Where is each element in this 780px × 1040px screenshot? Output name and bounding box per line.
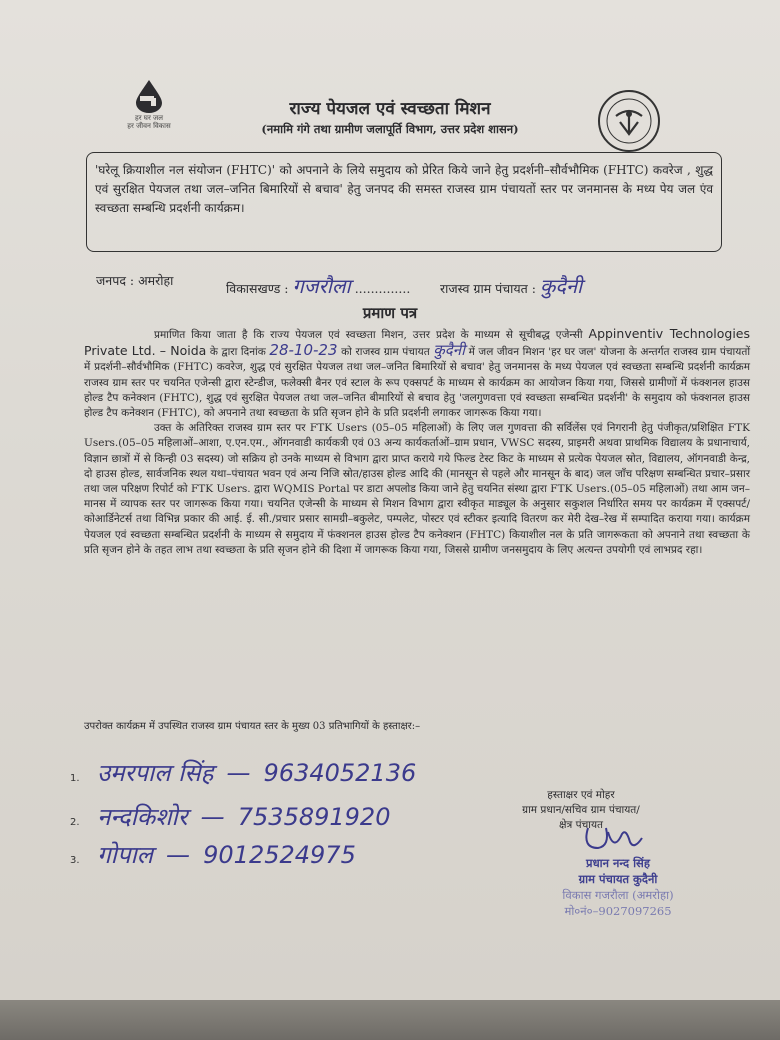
- certificate-title: प्रमाण पत्र: [362, 304, 418, 322]
- signatory-label: हस्ताक्षर एवं मोहर ग्राम प्रधान/सचिव ग्राम पंचायत/ क्षेत्र पंचायत: [522, 789, 640, 831]
- block-field: विकासखण्ड : गजरौला ..............: [226, 274, 411, 298]
- block-value: गजरौला: [292, 274, 351, 298]
- seal-icon: [596, 88, 662, 154]
- event-date: 28-10-23: [269, 341, 338, 360]
- participant-number: 3.: [70, 855, 80, 866]
- participant-dash: —: [200, 803, 225, 831]
- mission-title: राज्य पेयजल एवं स्वच्छता मिशन: [289, 99, 491, 119]
- har-ghar-jal-logo: [104, 78, 194, 148]
- participant-dash: —: [166, 841, 191, 869]
- participant-signature: गोपाल: [97, 841, 153, 869]
- panchayat-value: कुदैनी: [539, 274, 583, 298]
- paragraph-2: उक्त के अतिरिक्त राजस्व ग्राम स्तर पर FTK Users (05–05 महिलाओं) के लिए जल गुणवत्ता की सर्विलेंस एवं निगरानी हेतु पंजीकृत/प्रशिक्षित FTK Users.(05–05 महिलाओं–आशा, ए.एन.एम., ऑगनवाडी कार्यकत्री एवं 03 अन्य कार्यकर्ताओं–ग्राम प्रधान, VWSC सदस्य, प्राइमरी अथवा प्राथमिक विद्यालय के प्रधानाचार्य, विज्ञान छात्रों में से किन्ही 03 सदस्य) जो सक्रिय हो उनके माध्यम से विभाग द्वारा प्राप्त कराये गये फिल्ड टेस्ट किट के माध्यम से प्रत्येक पेयजल स्रोत, विद्यालय, ऑगनवाडी केन्द्र, दो हाउस होल्ड, सार्वजनिक स्थल यथा–पंचायत भवन एवं अन्य निजि स्रोत/हाउस होल्ड आदि की (मानसून से पहले और मानसून के बाद) जल जाँच परिक्षण सम्बन्धित प्रचार–प्रसार तथा जल परिक्षण रिपोर्ट को FTK Users. द्वारा WQMIS Portal पर डाटा अपलोड किया जाने हेतु चयनित संस्था द्वारा FTK Users.(05–05 महिलाओं) तथा आम जन–मानस में व्यापक स्तर पर जागरूक किया गया। चयनित एजेन्सी के माध्यम से मिशन विभाग द्वारा स्वीकृत माड्यूल के अनुसार सकुशल निर्धारित समय पर कार्यक्रम में एक्सपर्ट/कोआर्डिनेटर्स तथा विभिन्न प्रकार की आई. ई. सी./प्रचार प्रसार सामग्री–बकुलेट, पम्पलेट, पोस्टर एवं स्टीकर इत्यादि वितरण कर मेरी देख–रेख में सम्पादित कराया गया। कार्यक्रम पेयजल एवं स्वच्छता सम्बन्धित प्रदर्शनी के माध्यम से समुदाय में फंक्शनल हाउस होल्ड टैप कनेक्शन (FHTC) कियाशील नल के प्रति जागरूकता को अपनाने तथा स्वच्छता के प्रति सृजन होने के तहत लाभ तथा स्वच्छता के प्रति सृजन होने की दिशा में जागरूक किया गया, जिससे ग्रामीण जनसमुदाय के लिए अत्यन्त उपयोगी एवं लाभप्रद रहा।: [84, 422, 750, 556]
- block-label: विकासखण्ड :: [226, 281, 289, 296]
- panchayat-label: राजस्व ग्राम पंचायत :: [440, 281, 536, 296]
- mission-subtitle: (नमामि गंगे तथा ग्रामीण जलापूर्ति विभाग, उत्तर प्रदेश शासन): [261, 122, 519, 136]
- up-government-seal: [596, 88, 662, 154]
- official-stamp: प्रधान नन्द सिंह ग्राम पंचायत कुदैनी विकास गजरौला (अमरोहा) मो०नं०–9027097265: [562, 856, 674, 918]
- participant-number: 2.: [70, 817, 80, 828]
- water-drop-icon: [126, 78, 172, 114]
- participant-number: 1.: [70, 773, 80, 784]
- participants-intro: उपरोक्त कार्यक्रम में उपस्थित राजस्व ग्राम पंचायत स्तर के मुख्य 03 प्रतिभागियों के हस्ताक्षर:–: [84, 721, 421, 732]
- program-description-box: [86, 152, 722, 252]
- event-village: कुदैनी: [433, 341, 465, 360]
- logo-caption-1: हर घर जल: [135, 114, 163, 122]
- participant-row: [70, 838, 356, 871]
- participant-dash: —: [226, 759, 251, 787]
- participant-phone: 9012524975: [203, 841, 356, 869]
- participant-row: [70, 800, 390, 833]
- participant-phone: 7535891920: [237, 803, 391, 831]
- pradhan-signature-icon: [580, 818, 650, 858]
- participant-signature: उमरपाल सिंह: [97, 759, 214, 787]
- certificate-body: [84, 326, 750, 558]
- background-surface: [0, 1000, 780, 1040]
- paragraph-1: प्रमाणित किया जाता है कि राज्य पेयजल एवं स्वच्छता मिशन, उत्तर प्रदेश के माध्यम से सूचीबद्ध एजेन्सी Appinventiv Technologies Private Ltd. – Noida के द्वारा दिनांक 28-10-23 को राजस्व ग्राम पंचायत कुदैनी में जल जीवन मिशन 'हर घर जल' योजना के अन्तर्गत राजस्व ग्राम पंचायतों में प्रदर्शनी–सौर्वभौमिक (FHTC) कवरेज, शुद्ध एवं सुरक्षित पेयजल तथा जल–जनित बिमारियों से बचाव' हेतु जनमानस के मध्य पेयजल एवं स्वच्छता सम्बन्धि प्रदर्शनी कार्यक्रम राजस्व ग्राम स्तर पर चयनित एजेन्सी द्वारा स्टेन्डीज, फलेक्सी बैनर एवं स्टाल के रूप एक्सपर्ट के माध्यम से कार्यक्रम का आयोजन किया गया, जिससे ग्रामीणों में फंक्शनल हाउस होल्ड टैप कनेक्शन (FHTC), शुद्ध एवं सुरक्षित पेयजल तथा जल–जनित बीमारियों से बचाव हेतु 'जलगुणवत्ता एवं स्वच्छता सम्बन्धित प्रदर्शनी' के समुदाय को फंक्शनल हाउस होल्ड टैप कनेक्शन (FHTC), को अपनाने तथा स्वच्छता के प्रति सृजन होने के प्रति प्रदर्शनी लगाकर जागरूक किया गया।: [84, 326, 751, 420]
- district-field: [96, 272, 173, 289]
- district-value: अमरोहा: [138, 273, 174, 288]
- participant-phone: 9634052136: [263, 759, 417, 787]
- participant-signature: नन्दकिशोर: [97, 803, 188, 831]
- district-label: जनपद :: [96, 273, 135, 288]
- program-description: 'घरेलू क्रियाशील नल संयोजन (FHTC)' को अपनाने के लिये समुदाय को प्रेरित किये जाने हेतु प्रदर्शनी–सौर्वभौमिक (FHTC) कवरेज , शुद्ध एवं सुरक्षित पेयजल तथा जल–जनित बिमारियों से बचाव' हेतु जनपद की समस्त राजस्व ग्राम पंचायतों स्तर पर जनमानस के मध्य पेय जल एंव स्वच्छता सम्बन्धि प्रदर्शनी कार्यक्रम।: [95, 163, 713, 215]
- panchayat-field: [440, 272, 582, 299]
- agency-name: Appinventiv Technologies Private Ltd. – Noida: [84, 326, 750, 359]
- logo-caption-2: हर जीवन विकास: [127, 122, 171, 130]
- participant-row: [70, 756, 416, 789]
